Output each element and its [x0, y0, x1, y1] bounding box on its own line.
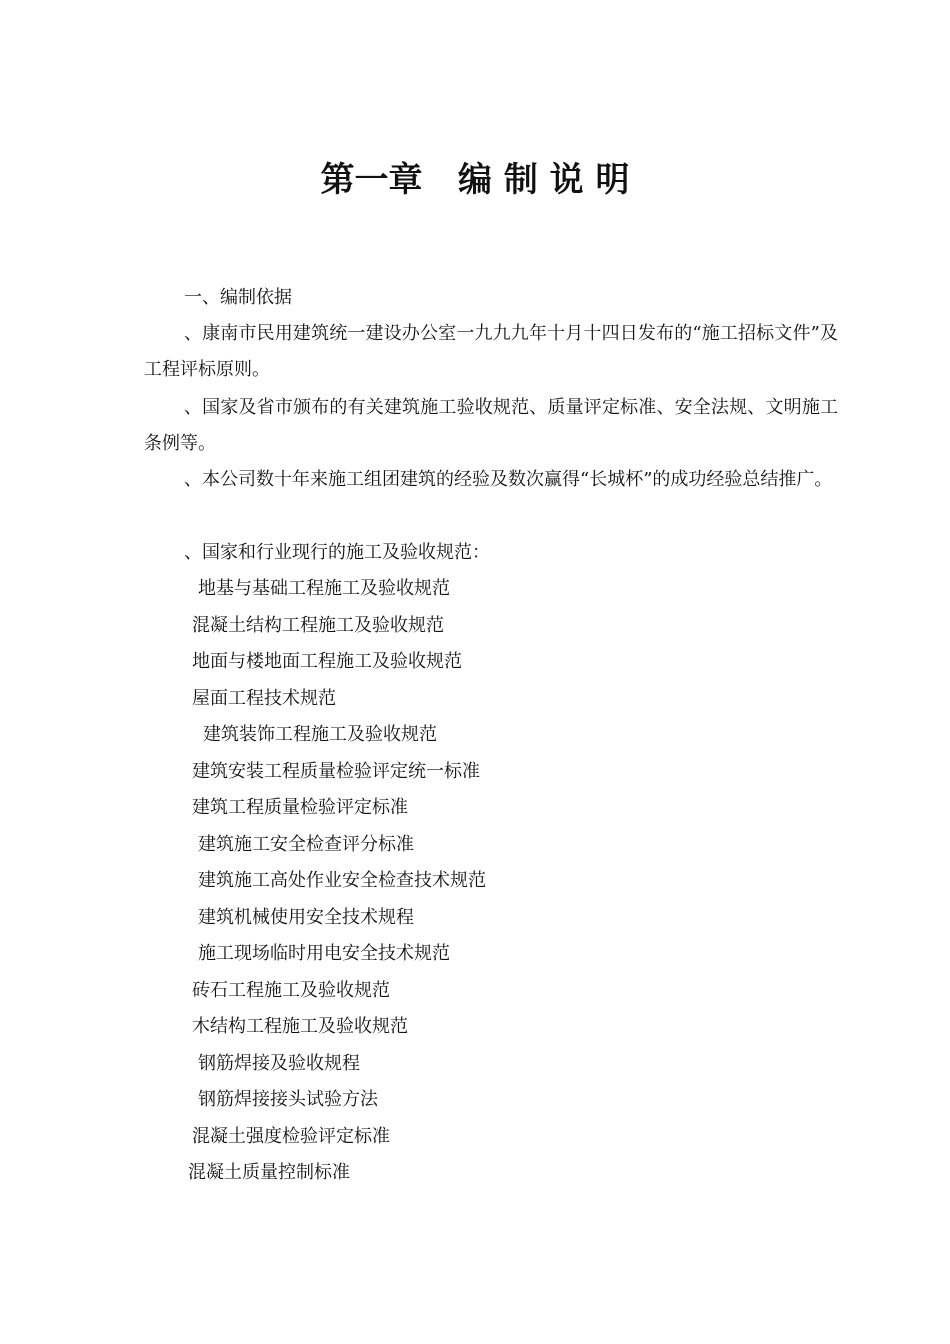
standards-intro: 、国家和行业现行的施工及验收规范：	[184, 542, 490, 563]
standard-item: 屋面工程技术规范	[192, 688, 336, 709]
standard-item: 钢筋焊接及验收规程	[198, 1053, 360, 1074]
standard-item: 混凝土强度检验评定标准	[192, 1126, 390, 1147]
paragraph-3: 、本公司数十年来施工组团建筑的经验及数次赢得“长城杯”的成功经验总结推广。	[184, 469, 833, 490]
chapter-title: 第一章 编 制 说 明	[320, 160, 630, 200]
standard-item: 建筑安装工程质量检验评定统一标准	[192, 761, 480, 782]
standard-item: 地面与楼地面工程施工及验收规范	[192, 651, 462, 672]
standard-item: 建筑施工安全检查评分标准	[198, 834, 414, 855]
section-heading: 一、编制依据	[184, 287, 292, 308]
standard-item: 建筑工程质量检验评定标准	[192, 797, 408, 818]
paragraph-1: 、康南市民用建筑统一建设办公室一九九九年十月十四日发布的“施工招标文件”及工程评标原则。	[144, 323, 838, 380]
standard-item: 地基与基础工程施工及验收规范	[198, 578, 450, 599]
standard-item: 混凝土结构工程施工及验收规范	[192, 615, 444, 636]
paragraph-2: 、国家及省市颁布的有关建筑施工验收规范、质量评定标准、安全法规、文明施工条例等。	[144, 397, 838, 454]
standard-item: 施工现场临时用电安全技术规范	[198, 943, 450, 964]
standard-item: 建筑装饰工程施工及验收规范	[203, 724, 437, 745]
standard-item: 建筑施工高处作业安全检查技术规范	[198, 870, 486, 891]
standard-item: 钢筋焊接接头试验方法	[198, 1089, 378, 1110]
standard-item: 建筑机械使用安全技术规程	[198, 907, 414, 928]
standard-item: 砖石工程施工及验收规范	[192, 980, 390, 1001]
standard-item: 混凝土质量控制标准	[188, 1162, 350, 1183]
standard-item: 木结构工程施工及验收规范	[192, 1016, 408, 1037]
